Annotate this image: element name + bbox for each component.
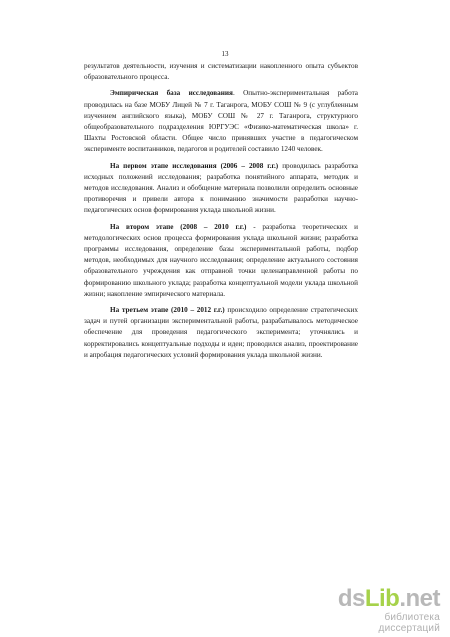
heading-stage-two: На втором этапе (2008 – 2010 г.г.) — [110, 222, 247, 231]
paragraph-empirical-base — [84, 88, 358, 155]
dslib-logo — [325, 587, 440, 611]
heading-empirical-base: Эмпирическая база исследования — [110, 89, 233, 98]
logo-part-ds: ds — [337, 585, 365, 612]
paragraph-stage-three-text: происходило определение стратегических задач и путей организации экспериментальной работы, разрабатывалось методическое обеспечение для проведения педагогического эксперимента; уточнялись и корректировались концептуальные подходы и идеи; проводился анализ, проектирование и апробация педагогических условий формирования уклада школьной жизни. — [84, 306, 358, 359]
heading-stage-one: На первом этапе исследования (2006 – 2008 г.г.) — [110, 161, 279, 170]
document-body — [84, 61, 358, 361]
page-number: 13 — [221, 50, 229, 58]
paragraph-empirical-base-text: . Опытно-экспериментальная работа проводилась на базе МОБУ Лицей № 7 г. Таганрога, МОБУ СОШ № 9 (с углубленным изучением английского языка), МОБУ СОШ № 27 г. Таганрога, структурного общеобразовательного подразделения ЮРГУЭС «Физико-математическая школа» г. Шахты Ростовской области. Общее число принявших участие в педагогическом эксперименте воспитанников, педагогов и родителей составило 1240 человек. — [84, 89, 358, 154]
paragraph-stage-two-text: - разработка теоретических и методологических основ процесса формирования уклада школьной жизни; разработка программы исследования, определение базы экспериментальной работы, подбор методов, необходимых для научного исследования; определение актуального состояния образовательного учреждения как отправной точки целенаправленной работы по формированию школьного уклада; разработка концептуальной модели уклада школьной жизни; накопление эмпирического материала. — [84, 222, 358, 298]
dslib-watermark — [325, 587, 440, 634]
paragraph-intro-continuation: результатов деятельности, изучения и систематизации накопленного опыта субъектов образовательного процесса. — [84, 62, 358, 82]
paragraph-stage-two — [84, 222, 358, 300]
logo-part-net: .net — [399, 585, 440, 612]
paragraph-stage-three — [84, 305, 358, 361]
paragraph-stage-one-text: проводилась разработка исходных положений исследования; разработка понятийного аппарата, методик и методов исследования. Анализ и обобщение материала позволили определить основные противоречия и привели автора к пониманию значимости разработки научно-педагогических основ формирования уклада школьной жизни. — [84, 161, 358, 215]
heading-stage-three: На третьем этапе (2010 – 2012 г.г.) — [110, 306, 225, 315]
logo-part-lib: Lib — [364, 585, 400, 612]
watermark-subtitle: библиотека диссертаций — [378, 612, 440, 634]
paragraph-stage-one — [84, 161, 358, 217]
